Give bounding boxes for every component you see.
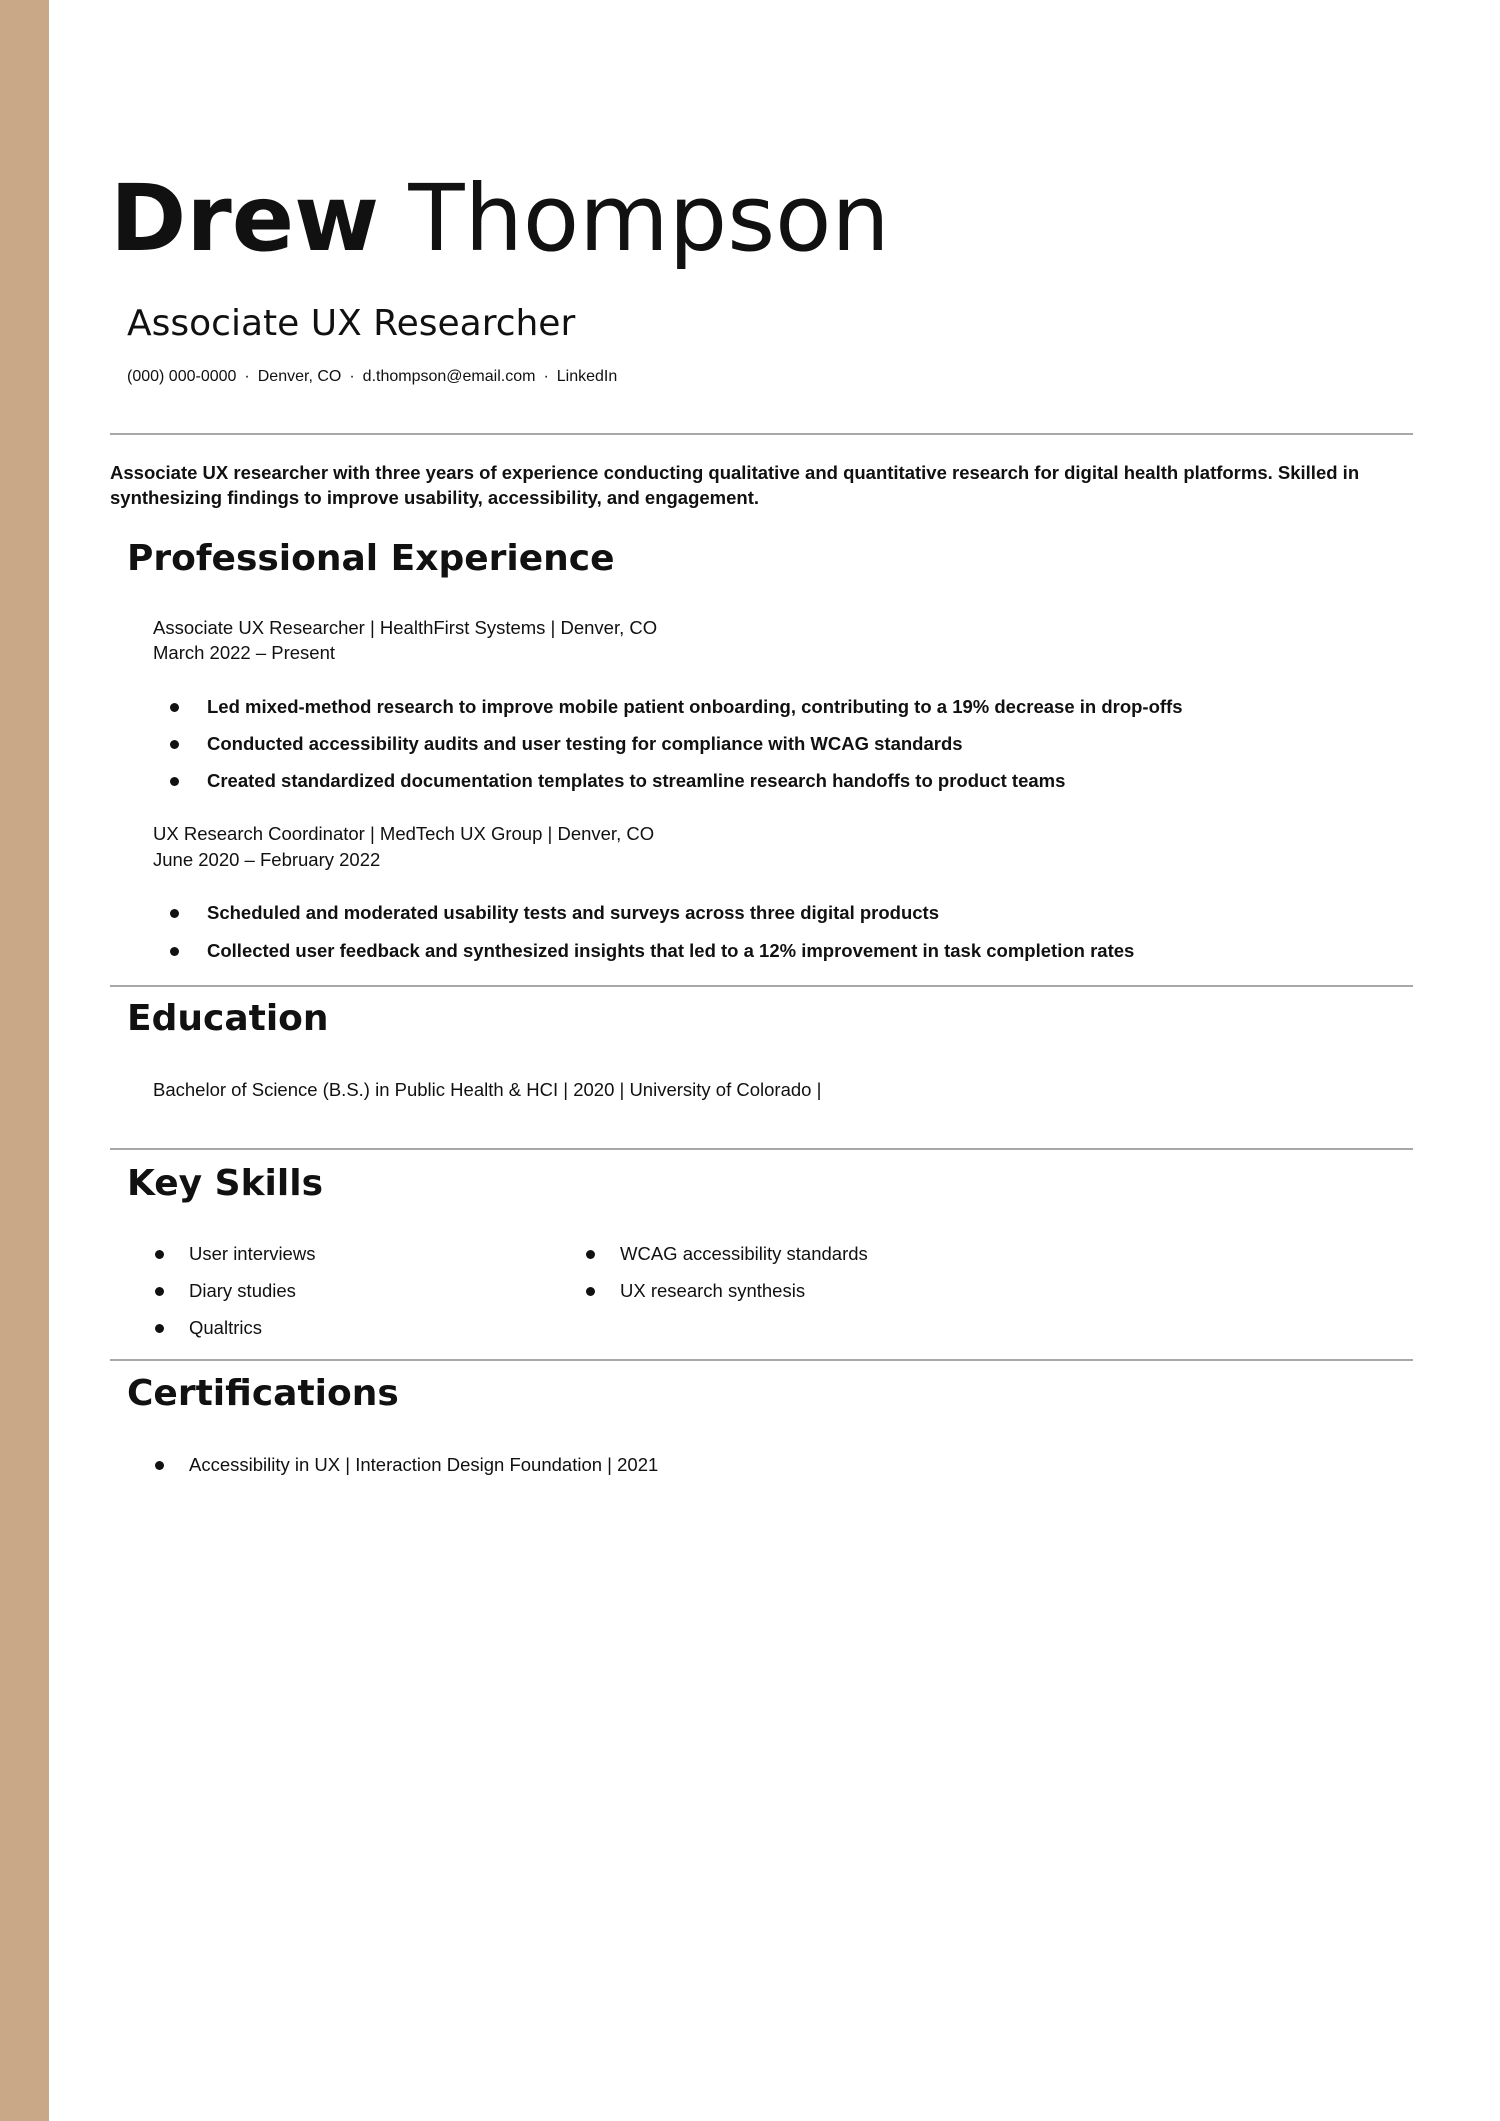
- certification-item: [155, 1454, 658, 1476]
- education-heading: Education: [127, 998, 329, 1039]
- contact-line: [127, 368, 617, 386]
- contact-location: Denver, CO: [257, 368, 342, 385]
- divider: [110, 1148, 1413, 1150]
- bullet-dot: [170, 947, 179, 956]
- contact-separator: ·: [244, 368, 250, 385]
- certification-text: Accessibility in UX | Interaction Design Foundation | 2021: [189, 1454, 659, 1475]
- bullet-dot: [155, 1324, 164, 1333]
- bullet-dot: [170, 909, 179, 918]
- bullet-dot: [170, 703, 179, 712]
- skill-item: [155, 1280, 296, 1302]
- job-dates: March 2022 – Present: [153, 642, 336, 663]
- job-role-line: UX Research Coordinator | MedTech UX Group | Denver, CO: [153, 823, 655, 844]
- skill-text: Qualtrics: [189, 1317, 262, 1338]
- job-role-line: Associate UX Researcher | HealthFirst Systems | Denver, CO: [153, 617, 658, 638]
- contact-linkedin-link[interactable]: LinkedIn: [556, 368, 618, 385]
- divider: [110, 1359, 1413, 1361]
- experience-bullet: [170, 902, 939, 924]
- contact-email[interactable]: d.thompson@email.com: [362, 368, 536, 385]
- bullet-dot: [155, 1250, 164, 1259]
- experience-bullet: [170, 940, 1134, 962]
- experience-bullet-text: Created standardized documentation templates to streamline research handoffs to product teams: [207, 770, 1066, 791]
- skill-item: [586, 1280, 805, 1302]
- experience-bullet-text: Conducted accessibility audits and user testing for compliance with WCAG standards: [207, 733, 963, 754]
- certifications-heading: Certifications: [127, 1373, 399, 1414]
- experience-bullet-text: Scheduled and moderated usability tests and surveys across three digital products: [207, 902, 939, 923]
- skill-text: UX research synthesis: [620, 1280, 806, 1301]
- contact-separator: ·: [543, 368, 549, 385]
- accent-sidebar: [0, 0, 49, 2121]
- experience-heading: Professional Experience: [127, 538, 615, 579]
- bullet-dot: [155, 1287, 164, 1296]
- skill-text: User interviews: [189, 1243, 316, 1264]
- education-entry: Bachelor of Science (B.S.) in Public Health & HCI | 2020 | University of Colorado |: [153, 1079, 822, 1100]
- skill-item: [155, 1243, 315, 1265]
- skill-text: Diary studies: [189, 1280, 296, 1301]
- experience-bullet-text: Led mixed-method research to improve mobile patient onboarding, contributing to a 19% decrease in drop-offs: [207, 696, 1183, 717]
- last-name: Thompson: [408, 165, 890, 272]
- experience-bullet-text: Collected user feedback and synthesized insights that led to a 12% improvement in task completion rates: [207, 940, 1135, 961]
- experience-bullet: [170, 696, 1183, 718]
- skill-item: [155, 1317, 262, 1339]
- professional-summary: Associate UX researcher with three years of experience conducting qualitative and quantitative research for digital health platforms. Skilled in synthesizing findings to improve usability, accessibility, and engagement.: [110, 462, 1360, 508]
- skill-text: WCAG accessibility standards: [620, 1243, 868, 1264]
- contact-separator: ·: [349, 368, 355, 385]
- experience-bullet: [170, 733, 963, 755]
- bullet-dot: [170, 740, 179, 749]
- bullet-dot: [586, 1287, 595, 1296]
- skill-item: [586, 1243, 868, 1265]
- experience-bullet: [170, 770, 1065, 792]
- divider: [110, 985, 1413, 987]
- job-dates: June 2020 – February 2022: [153, 849, 381, 870]
- divider: [110, 433, 1413, 435]
- candidate-name: [110, 165, 890, 272]
- skills-heading: Key Skills: [127, 1163, 323, 1204]
- first-name: Drew: [110, 165, 380, 272]
- job-title: Associate UX Researcher: [127, 303, 576, 344]
- contact-phone: (000) 000-0000: [127, 368, 237, 385]
- bullet-dot: [586, 1250, 595, 1259]
- bullet-dot: [155, 1461, 164, 1470]
- bullet-dot: [170, 777, 179, 786]
